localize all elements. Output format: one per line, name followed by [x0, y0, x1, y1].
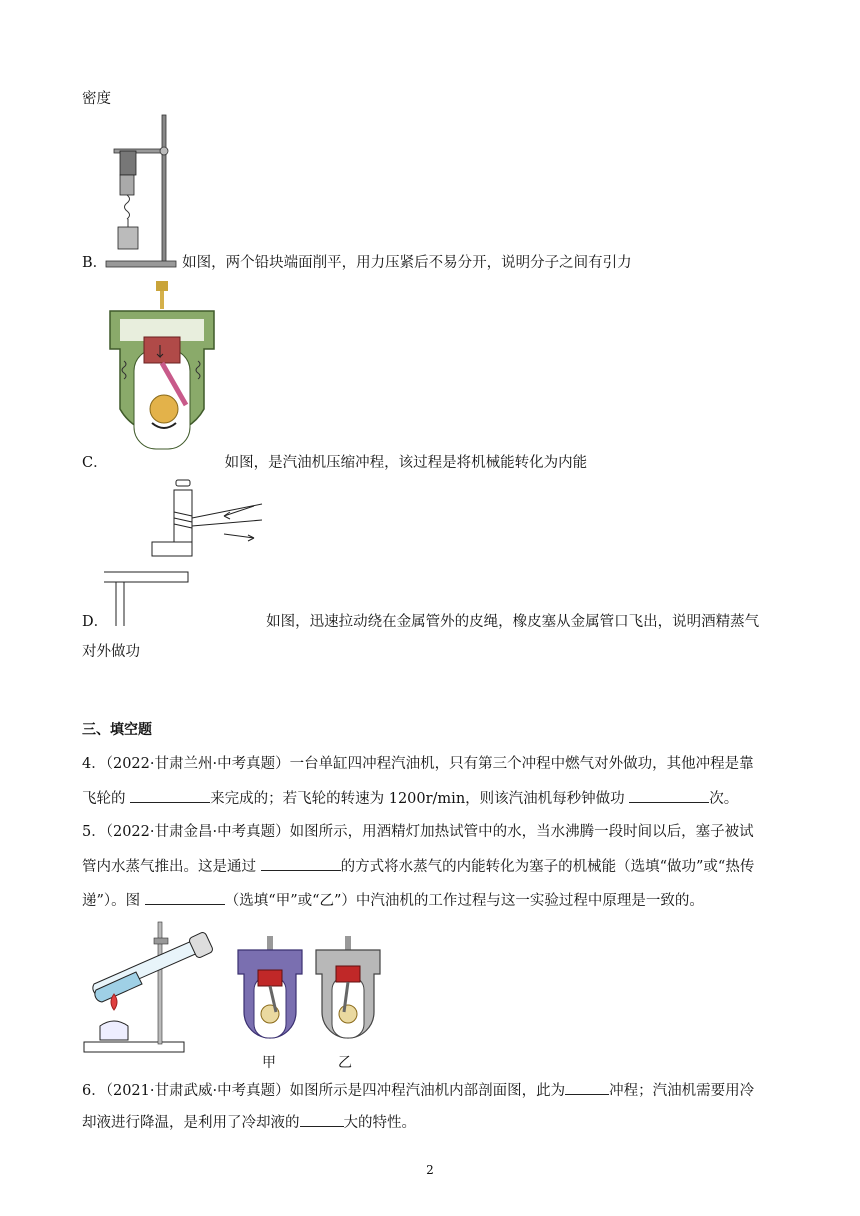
option-b: B． 如图，两个铅块端面削平，用力压紧后不易分开，说明分子之间有引力: [82, 255, 632, 271]
q5-line1: 5．（2022·甘肃金昌·中考真题）如图所示，用酒精灯加热试管中的水，当水沸腾一段时间以后，塞子被试: [82, 824, 754, 840]
q6-blank-2[interactable]: [300, 1112, 344, 1127]
fig-label-jia: 甲: [262, 1055, 276, 1071]
q5-blank-2[interactable]: [145, 890, 225, 905]
q5-blank-1[interactable]: [261, 856, 341, 871]
fig-label-yi: 乙: [338, 1055, 352, 1071]
q4-line1: 4．（2022·甘肃兰州·中考真题）一台单缸四冲程汽油机，只有第三个冲程中燃气对外做功，其他冲程是靠: [82, 756, 754, 772]
metal-tube-figure: [104, 476, 264, 626]
engine-figure: [106, 281, 218, 453]
top-text: 密度: [82, 91, 111, 107]
option-d-cont: 对外做功: [82, 644, 140, 660]
q6-blank-1[interactable]: [565, 1080, 609, 1095]
section-title: 三、填空题: [82, 722, 152, 738]
test-tube-burner-figure: [84, 920, 224, 1062]
q6-line2: 却液进行降温，是利用了冷却液的 大的特性。: [82, 1112, 416, 1133]
q6-line1: 6．（2021·甘肃武威·中考真题）如图所示是四冲程汽油机内部剖面图，此为 冲程；汽油机需要用冷: [82, 1080, 754, 1101]
q5-line2: 管内水蒸气推出。这是通过 的方式将水蒸气的内能转化为塞子的机械能（选填“做功”或“热传: [82, 856, 754, 877]
q5-line3: 递”）。图 （选填“甲”或“乙”）中汽油机的工作过程与这一实验过程中原理是一致的。: [82, 890, 704, 911]
q4-blank-2[interactable]: [629, 788, 709, 803]
page-number: 2: [426, 1163, 434, 1177]
engine-jia-figure: [236, 936, 304, 1042]
lead-blocks-figure: [104, 113, 184, 271]
option-c: C． 如图，是汽油机压缩冲程，该过程是将机械能转化为内能: [82, 455, 588, 471]
engine-yi-figure: [314, 936, 382, 1042]
q4-line2: 飞轮的 来完成的；若飞轮的转速为 1200r/min，则该汽油机每秒钟做功 次。: [82, 788, 738, 809]
option-d: D． 如图，迅速拉动绕在金属管外的皮绳，橡皮塞从金属管口飞出，说明酒精蒸气: [82, 614, 760, 630]
q4-blank-1[interactable]: [130, 788, 210, 803]
